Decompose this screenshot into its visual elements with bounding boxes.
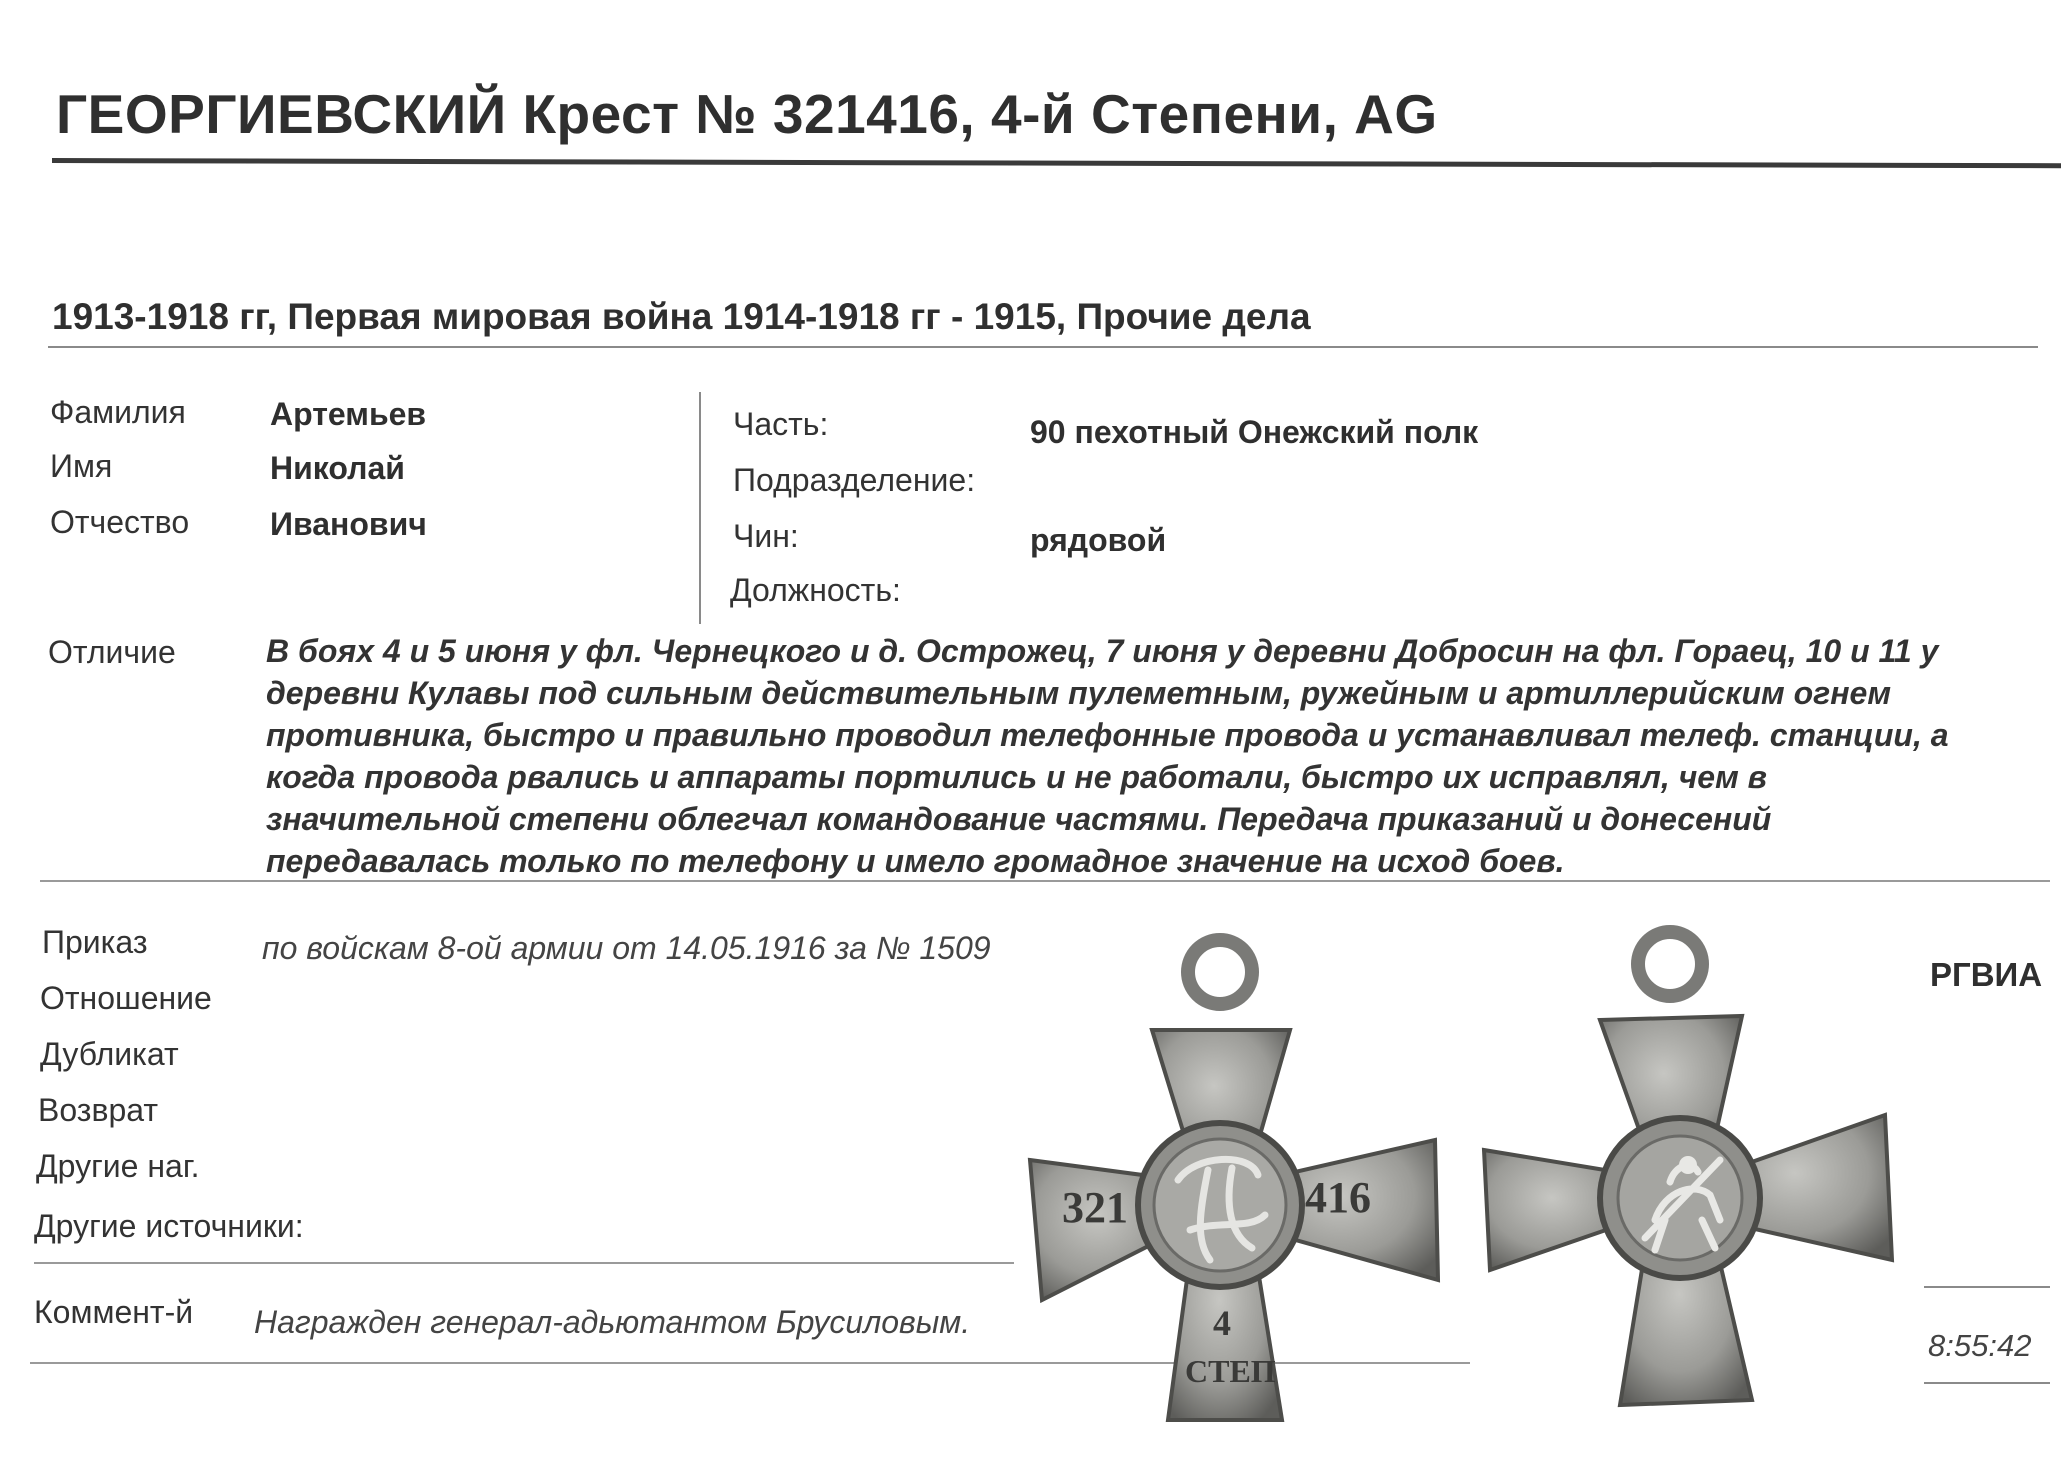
distinction-label: Отличие	[48, 634, 176, 670]
patronymic-value: Иванович	[270, 506, 427, 542]
medal-obverse-image	[1020, 930, 1450, 1430]
name-value: Николай	[270, 450, 405, 486]
distinction-line: противника, быстро и правильно проводил телефонные провода и устанавливал телеф. станции, а	[266, 717, 1949, 753]
rank-value: рядовой	[1030, 522, 1167, 558]
unit-value: 90 пехотный Онежский полк	[1030, 414, 1479, 450]
column-divider	[699, 392, 701, 624]
unit-label: Часть:	[733, 406, 829, 442]
time-stamp: 8:55:42	[1928, 1328, 2032, 1363]
surname-value: Артемьев	[270, 396, 427, 432]
comment-label: Коммент-й	[34, 1294, 194, 1330]
medal-number-right: 416	[1305, 1173, 1371, 1222]
medal-degree-number: 4	[1213, 1303, 1231, 1343]
return-label: Возврат	[38, 1092, 158, 1128]
duplicate-label: Дубликат	[40, 1036, 179, 1072]
rank-label: Чин:	[733, 518, 799, 554]
sources-divider	[34, 1262, 1014, 1264]
subdivision-label: Подразделение:	[733, 462, 976, 498]
patronymic-label: Отчество	[50, 504, 190, 540]
position-label: Должность:	[730, 572, 901, 608]
other-sources-label: Другие источники:	[34, 1208, 304, 1244]
medal-reverse-image	[1470, 920, 1910, 1410]
order-label: Приказ	[42, 924, 148, 960]
distinction-text	[266, 630, 2026, 882]
subtitle-divider	[48, 346, 2038, 348]
title-divider	[52, 158, 2061, 168]
distinction-line: В боях 4 и 5 июня у фл. Чернецкого и д. Острожец, 7 июня у деревни Добросин на фл. Гораец, 10 и 11 у	[266, 633, 1939, 669]
time-bottom-divider	[1924, 1382, 2050, 1384]
distinction-line: когда провода рвались и аппараты портились и не работали, быстро их исправлял, чем в	[266, 759, 1767, 795]
name-label: Имя	[50, 448, 113, 484]
medal-obverse-cross	[1030, 940, 1438, 1420]
distinction-line: передавалась только по телефону и имело громадное значение на исход боев.	[266, 843, 1565, 879]
order-value: по войскам 8-ой армии от 14.05.1916 за № 1509	[262, 930, 991, 966]
medal-degree-text: СТЕП	[1185, 1353, 1276, 1389]
surname-label: Фамилия	[50, 394, 186, 430]
time-top-divider	[1924, 1286, 2050, 1288]
relation-label: Отношение	[40, 980, 212, 1016]
page-subtitle: 1913-1918 гг, Первая мировая война 1914-1918 гг - 1915, Прочие дела	[52, 296, 1311, 337]
distinction-line: значительной степени облегчал командование частями. Передача приказаний и донесений	[266, 801, 1772, 837]
distinction-line: деревни Кулавы под сильным действительным пулеметным, ружейным и артиллерийским огнем	[266, 675, 1891, 711]
distinction-divider	[40, 880, 2050, 882]
archive-name: РГВИА	[1930, 956, 2043, 993]
comment-value: Награжден генерал-адьютантом Брусиловым.	[254, 1304, 971, 1340]
medal-number-left: 321	[1062, 1183, 1128, 1232]
page-title: ГЕОРГИЕВСКИЙ Крест № 321416, 4-й Степени, AG	[56, 83, 1438, 145]
other-awards-label: Другие наг.	[36, 1148, 200, 1184]
medal-reverse-cross	[1484, 932, 1892, 1405]
